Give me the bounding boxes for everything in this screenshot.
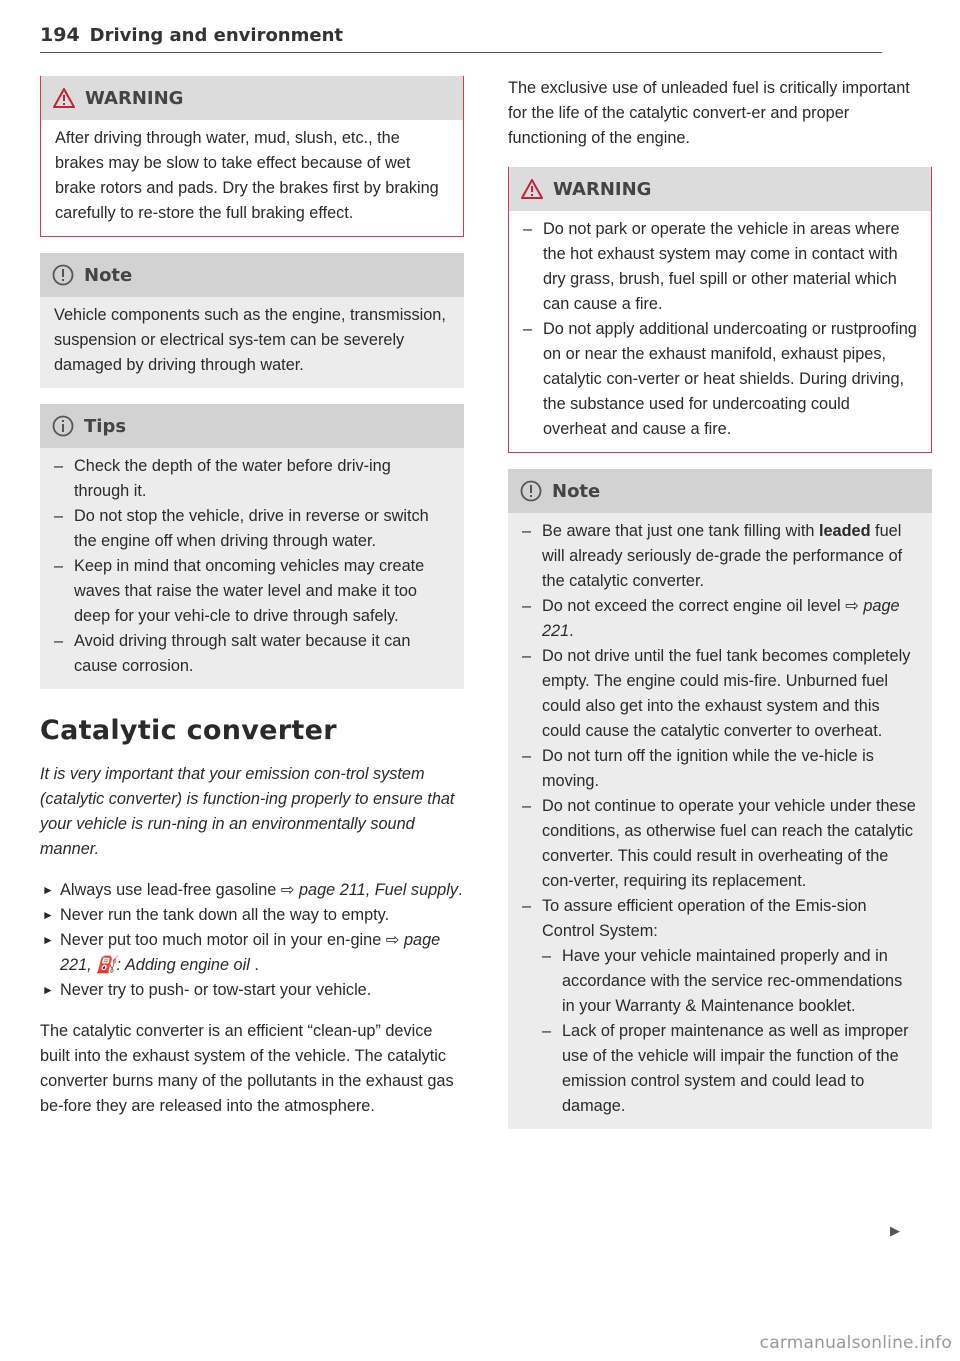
warning-box-exhaust xyxy=(508,167,932,453)
sub-list-item: – Lack of proper maintenance as well as improper use of the vehicle will impair the function of the emission control system and could lead to damage. xyxy=(542,1019,918,1119)
note-text: Vehicle components such as the engine, transmission, suspension or electrical sys-tem can be severely damaged by driving through water. xyxy=(54,306,446,374)
note-header xyxy=(508,469,932,513)
footer-watermark: carmanualsonline.info xyxy=(759,1333,952,1353)
page-reference-link[interactable]: ⇨ page 211, Fuel supply xyxy=(280,881,458,899)
right-column xyxy=(508,76,932,1145)
list-item xyxy=(522,519,918,594)
list-item: – Avoid driving through salt water because it can cause corrosion. xyxy=(54,629,450,679)
warning-triangle-icon xyxy=(521,179,543,199)
note-body xyxy=(40,297,464,388)
note-box-water xyxy=(40,253,464,388)
section-intro: It is very important that your emission con-trol system (catalytic converter) is function-ing properly to ensure that your vehicle is run-ning in an environmentally sound manner. xyxy=(40,765,455,858)
list-item: – Do not stop the vehicle, drive in reverse or switch the engine off when driving through water. xyxy=(54,504,450,554)
list-item: – Keep in mind that oncoming vehicles may create waves that raise the water level and make it too deep for your vehi-cle to drive through safely. xyxy=(54,554,450,629)
note-label: Note xyxy=(552,480,601,502)
arrow-bullet-icon: ► xyxy=(42,933,54,947)
list-item xyxy=(522,594,918,644)
tips-box-water xyxy=(40,404,464,689)
list-item: – Do not drive until the fuel tank becomes completely empty. The engine could mis-fire. Unburned fuel could also get into the exhaust system and this could cause the catalytic converter to overheat. xyxy=(522,644,918,744)
list-item xyxy=(40,903,464,928)
item-text-end: . xyxy=(569,622,574,640)
warning-label: WARNING xyxy=(553,178,652,200)
list-item: – Do not apply additional undercoating or rustproofing on or near the exhaust manifold, exhaust pipes, catalytic con-verter or heat shields. During driving, the substance used for undercoating could overheat and cause a fire. xyxy=(523,317,917,442)
header-rule xyxy=(40,52,882,53)
list-item: – Check the depth of the water before driv-ing through it. xyxy=(54,454,450,504)
page-number: 194 xyxy=(40,24,80,46)
info-circle-icon xyxy=(52,415,74,437)
list-item: – Do not turn off the ignition while the ve-hicle is moving. xyxy=(522,744,918,794)
section-title: Driving and environment xyxy=(89,25,344,46)
tips-header xyxy=(40,404,464,448)
note-box-fuel xyxy=(508,469,932,1129)
item-text: To assure efficient operation of the Emis-sion Control System: xyxy=(542,897,867,940)
tips-list xyxy=(54,454,450,679)
item-text: Be aware that just one tank filling with xyxy=(542,522,819,540)
note-list xyxy=(522,519,918,1119)
warning-body xyxy=(509,211,931,452)
tips-body xyxy=(40,448,464,689)
body-paragraph: The catalytic converter is an efficient “clean-up” device built into the exhaust system of the vehicle. The catalytic converter burns many of the pollutants in the exhaust gas be-fore they are released into the atmosphere. xyxy=(40,1022,454,1115)
body-paragraph: The exclusive use of unleaded fuel is critically important for the life of the catalytic convert-er and proper functioning of the engine. xyxy=(508,79,910,147)
note-body xyxy=(508,513,932,1129)
sub-list-item: – Have your vehicle maintained properly and in accordance with the service rec-ommendations in your Warranty & Maintenance booklet. xyxy=(542,944,918,1019)
list-item xyxy=(40,928,464,978)
list-item xyxy=(40,878,464,903)
warning-header xyxy=(509,167,931,211)
item-text-end: . xyxy=(458,881,463,899)
warning-header xyxy=(41,76,463,120)
warning-box-brakes xyxy=(40,76,464,237)
note-circle-icon xyxy=(52,264,74,286)
left-column xyxy=(40,76,464,1119)
warning-triangle-icon xyxy=(53,88,75,108)
tips-label: Tips xyxy=(84,415,127,437)
warning-text: After driving through water, mud, slush, etc., the brakes may be slow to take effect because of wet brake rotors and pads. Dry the brakes first by braking carefully to re-store the full braking effect. xyxy=(55,129,439,222)
arrow-bullet-icon: ► xyxy=(42,883,54,897)
warning-label: WARNING xyxy=(85,87,184,109)
page-reference-link[interactable]: ⇨ page 221 xyxy=(542,597,900,640)
list-item: – Do not park or operate the vehicle in areas where the hot exhaust system may come in contact with dry grass, brush, fuel spill or other material which can cause a fire. xyxy=(523,217,917,317)
item-text-end: fuel will already seriously de-grade the performance of the catalytic converter. xyxy=(542,522,903,590)
page-reference-link[interactable]: ⇨ page 221, ⛽: Adding engine oil xyxy=(60,931,441,974)
arrow-bullet-icon: ► xyxy=(42,908,54,922)
item-text: Never put too much motor oil in your en-gine xyxy=(60,931,386,949)
note-header xyxy=(40,253,464,297)
instruction-list xyxy=(40,878,464,1003)
item-text: Never try to push- or tow-start your vehicle. xyxy=(60,981,372,999)
list-item xyxy=(40,978,464,1003)
warning-list xyxy=(523,217,917,442)
list-item xyxy=(522,894,918,1119)
continue-arrow-icon: ▶ xyxy=(890,1223,900,1238)
note-circle-icon xyxy=(520,480,542,502)
item-text: Never run the tank down all the way to empty. xyxy=(60,906,390,924)
item-text-end: . xyxy=(249,956,259,974)
page-header xyxy=(40,24,882,46)
warning-body xyxy=(41,120,463,236)
item-text: Do not exceed the correct engine oil level xyxy=(542,597,846,615)
item-bold-text: leaded xyxy=(818,522,871,540)
section-heading: Catalytic converter xyxy=(40,715,337,746)
list-item: – Do not continue to operate your vehicle under these conditions, as otherwise fuel can reach the catalytic converter. This could result in overheating of the con-verter, requiring its replacement. xyxy=(522,794,918,894)
arrow-bullet-icon: ► xyxy=(42,983,54,997)
note-label: Note xyxy=(84,264,133,286)
item-text: Always use lead-free gasoline xyxy=(60,881,281,899)
sub-list xyxy=(542,944,918,1119)
